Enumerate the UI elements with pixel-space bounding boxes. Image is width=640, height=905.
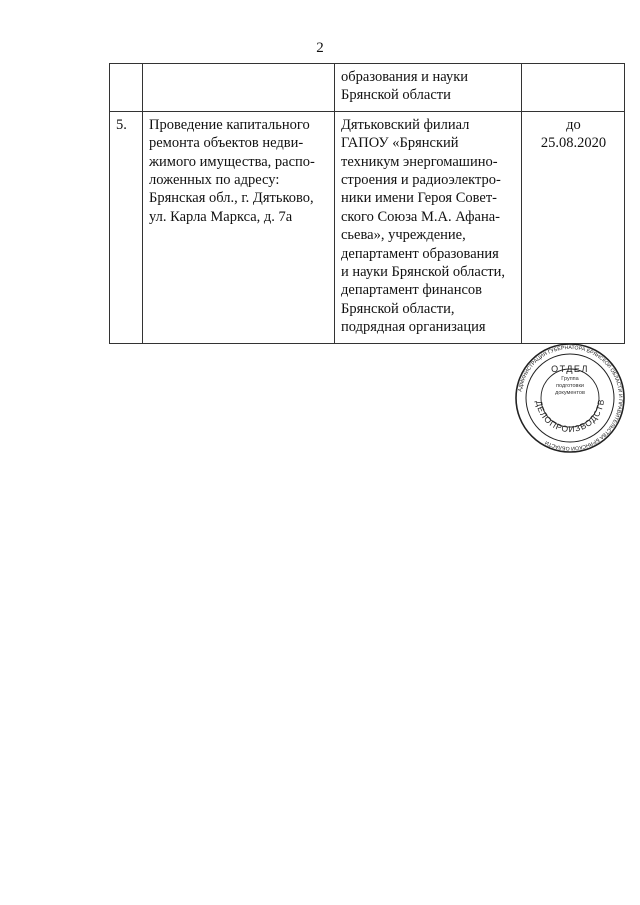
- cell-line: техникум энергомашино-: [341, 153, 498, 170]
- cell-line: сьева», учреждение,: [341, 227, 466, 244]
- document-table: [109, 63, 625, 344]
- stamp-center-line: подготовки: [556, 383, 584, 389]
- stamp-center-line: Группа: [561, 376, 579, 382]
- stamp-inner-text: ДЕЛОПРОИЗВОДСТВ: [534, 398, 607, 435]
- table-cell-activity: [143, 64, 335, 112]
- cell-line: Дятьковский филиал: [341, 116, 470, 133]
- cell-line: департамент финансов: [341, 282, 482, 299]
- cell-line: до: [566, 116, 581, 133]
- cell-line: образования и науки: [341, 69, 469, 85]
- cell-line: ГАПОУ «Брянский: [341, 135, 459, 152]
- cell-line: строения и радиоэлектро-: [341, 172, 501, 189]
- office-stamp: [514, 342, 626, 454]
- cell-line: ложенных по адресу:: [149, 172, 280, 189]
- page-number: 2: [316, 40, 324, 56]
- table-cell-deadline: [522, 111, 625, 343]
- table-row: [110, 111, 625, 343]
- stamp-center-text: [514, 376, 626, 397]
- table-row: [110, 64, 625, 112]
- stamp-outer-text: АДМИНИСТРАЦИЯ ГУБЕРНАТОРА БРЯНСКОЙ ОБЛАСТИ И ПРАВИТЕЛЬСТВА БРЯНСКОЙ ОБЛАСТИ: [517, 344, 624, 452]
- cell-line: подрядная организация: [341, 319, 486, 336]
- stamp-seal-graphic: [514, 342, 626, 454]
- table-cell-responsible: [335, 64, 522, 112]
- table-cell-number: 5.: [110, 111, 143, 343]
- table-cell-number: [110, 64, 143, 112]
- table-cell-responsible: [335, 111, 522, 343]
- cell-line: ул. Карла Маркса, д. 7а: [149, 208, 293, 225]
- table-cell-deadline: [522, 64, 625, 112]
- cell-line: Брянская обл., г. Дятьково,: [149, 190, 314, 207]
- cell-line: ского Союза М.А. Афана-: [341, 208, 501, 225]
- stamp-center-line: документов: [555, 390, 585, 396]
- cell-line: и науки Брянской области,: [341, 264, 506, 281]
- cell-line: Проведение капитального: [149, 116, 310, 133]
- stamp-title: ОТДЕЛ: [551, 364, 589, 374]
- table-cell-activity: [143, 111, 335, 343]
- cell-line: ремонта объектов недви-: [149, 135, 304, 152]
- cell-line: ники имени Героя Совет-: [341, 190, 497, 207]
- cell-line: департамент образования: [341, 245, 499, 262]
- cell-line: Брянской области: [341, 87, 451, 104]
- cell-line: Брянской области,: [341, 300, 455, 317]
- cell-line: 25.08.2020: [540, 135, 607, 152]
- cell-line: жимого имущества, распо-: [149, 153, 315, 170]
